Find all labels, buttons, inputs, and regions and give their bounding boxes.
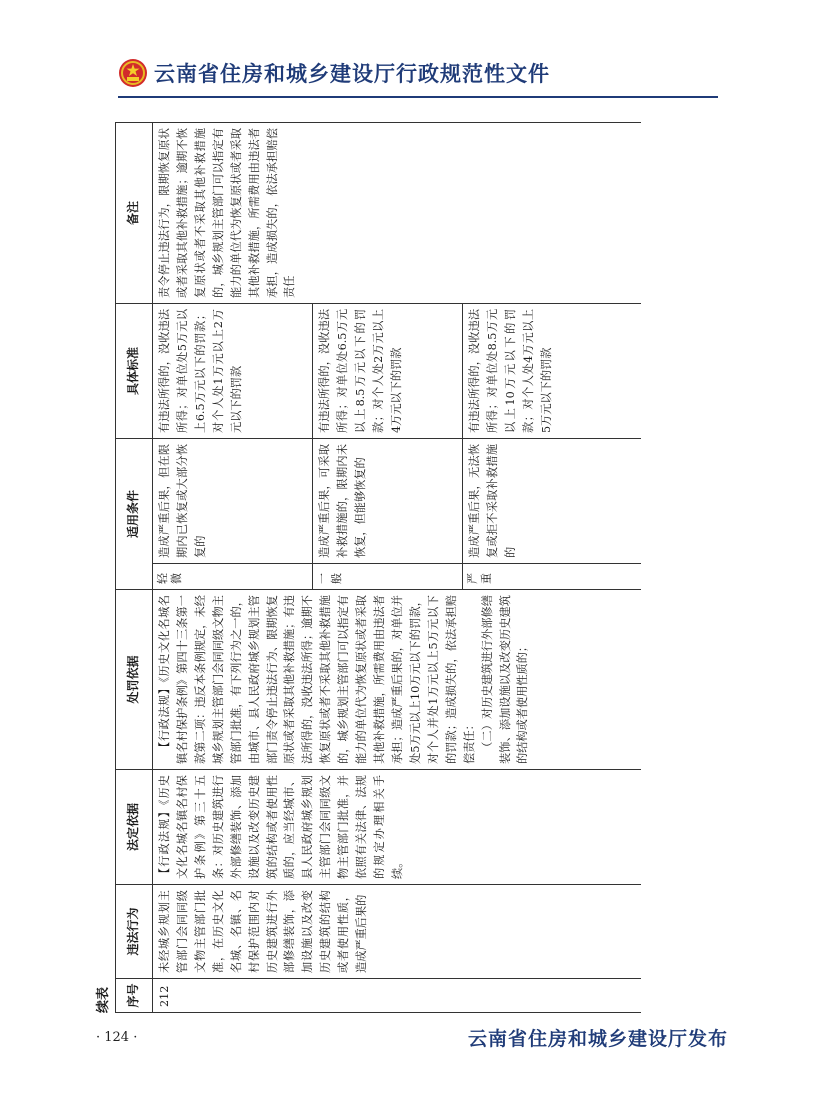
condition-minor: 造成严重后果，但在限期内已恢复或大部分恢复的 — [153, 438, 313, 563]
table-row — [153, 122, 313, 1012]
table-continued-label: 续表 — [96, 986, 111, 1013]
standard-minor: 有违法所得的，没收违法所得；对单位处5万元以上6.5万元以下的罚款；对个人处1万元以上2万元以下的罚款 — [153, 303, 313, 438]
footer-publisher: 云南省住房和城乡建设厅发布 — [468, 1028, 729, 1050]
condition-general: 造成严重后果，可采取补救措施的，限期内未恢复，但能够恢复的 — [313, 438, 463, 563]
table-header-row — [116, 122, 153, 1012]
penalty-basis-cell — [153, 590, 642, 770]
col-header-remark: 备注 — [116, 122, 153, 303]
level-minor: 轻微 — [153, 564, 313, 590]
page-footer — [0, 1020, 816, 1060]
penalty-basis-item: （二）对历史建筑进行外部修缮装饰、添加设施以及改变历史建筑的结构或者使用性质的； — [480, 595, 530, 764]
standard-general: 有违法所得的，没收违法所得；对单位处6.5万元以上8.5万元以下的罚款；对个人处2万元以上4万元以下的罚款 — [313, 303, 463, 438]
standard-serious: 有违法所得的，没收违法所得；对单位处8.5万元以上10万元以下的罚款；对个人处4万元以上5万元以下的罚款 — [463, 303, 642, 438]
condition-serious: 造成严重后果，无法恢复或拒不采取补救措施的 — [463, 438, 642, 563]
header-divider — [118, 96, 718, 98]
col-header-legal-basis: 法定依据 — [116, 770, 153, 885]
level-serious: 严重 — [463, 564, 642, 590]
document-header-title: 云南省住房和城乡建设厅行政规范性文件 — [154, 62, 550, 86]
col-header-standard: 具体标准 — [116, 303, 153, 438]
page-number: · 124 · — [96, 1030, 138, 1045]
seq-cell: 212 — [153, 979, 642, 1013]
col-header-act: 违法行为 — [116, 885, 153, 979]
col-header-seq: 序号 — [116, 979, 153, 1013]
remark-cell: 责令停止违法行为，限期恢复原状或者采取其他补救措施；逾期不恢复原状或者不采取其他补救措施的，城乡规划主管部门可以指定有能力的单位代为恢复原状或者采取其他补救措施，所需费用由违法者承担，造成损失的，依法承担赔偿责任 — [153, 122, 642, 303]
legal-basis-cell: 【行政法规】《历史文化名城名镇名村保护条例》第三十五条：对历史建筑进行外部修缮装饰、添加设施以及改变历史建筑的结构或者使用性质的，应当经城市、县人民政府城乡规划主管部门会同同级文物主管部门批准，并依照有关法律、法规的规定办理相关手续。 — [153, 770, 642, 885]
rotated-table-area — [93, 105, 641, 1013]
national-emblem-icon — [118, 58, 148, 88]
penalty-basis-paragraph: 【行政法规】《历史文化名城名镇名村保护条例》第四十三条第一款第二项：违反本条例规定，未经城乡规划主管部门会同同级文物主管部门批准，有下列行为之一的，由城市、县人民政府城乡规划主管部门责令停止违法行为、限期恢复原状或者采取其他补救措施；有违法所得的，没收违法所得；逾期不恢复原状或者不采取其他补救措施的，城乡规划主管部门可以指定有能力的单位代为恢复原状或者采取其他补救措施，所需费用由违法者承担；造成严重后果的，对单位并处5万元以上10万元以下的罚款，对个人并处1万元以上5万元以下的罚款；造成损失的，依法承担赔偿责任： — [158, 595, 476, 764]
page-header — [118, 56, 718, 96]
level-general: 一般 — [313, 564, 463, 590]
col-header-penalty-basis: 处罚依据 — [116, 590, 153, 770]
penalty-standard-table — [115, 122, 641, 1013]
act-cell: 未经城乡规划主管部门会同同级文物主管部门批准，在历史文化名城、名镇、名村保护范围内对历史建筑进行外部修缮装饰，添加设施以及改变历史建筑的结构或者使用性质，造成严重后果的 — [153, 885, 642, 979]
col-header-condition: 适用条件 — [116, 438, 153, 589]
